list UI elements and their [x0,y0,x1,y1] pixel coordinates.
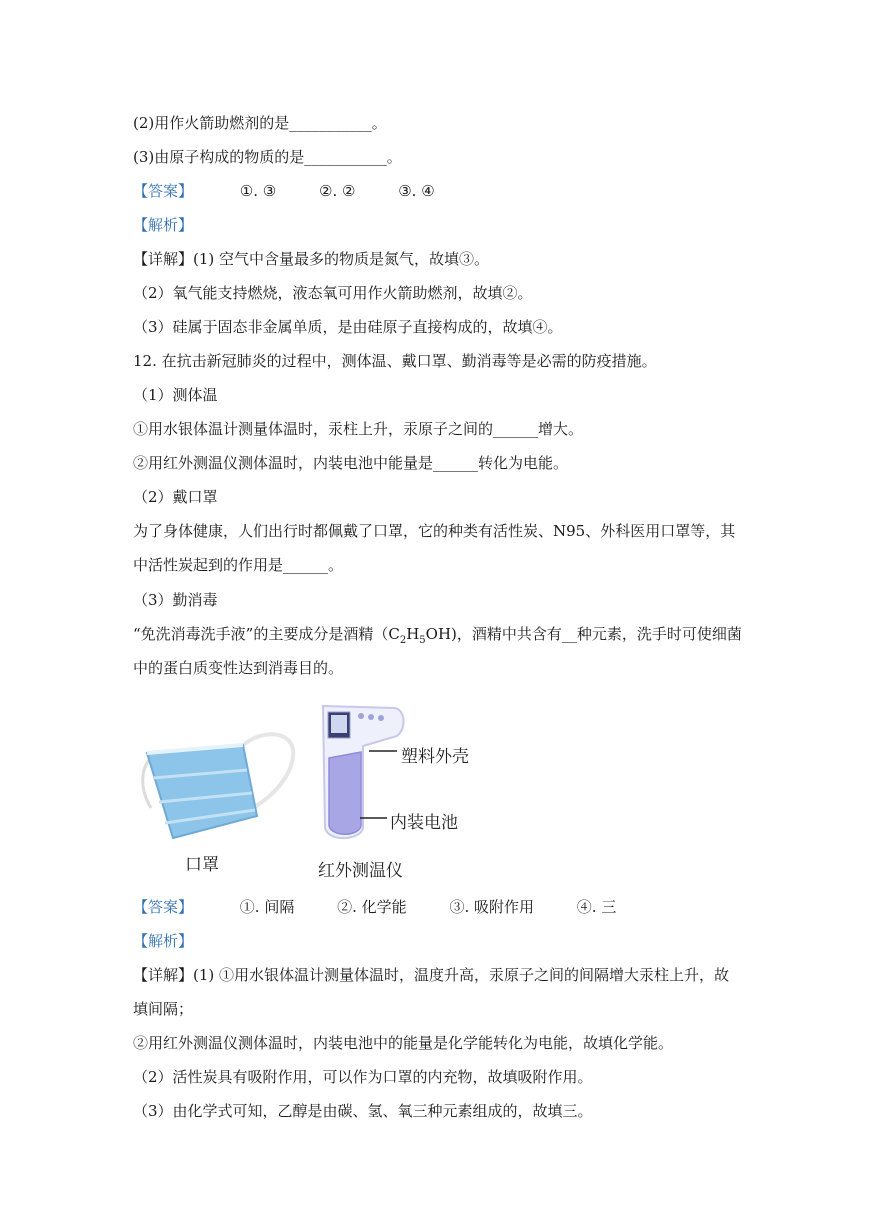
q12-sub2-title: （2）戴口罩 [133,488,218,506]
q12-sub1-title: （1）测体温 [133,386,218,404]
formula-text: “免洗消毒洗手液”的主要成分是酒精（C [133,625,400,643]
answer-item: ②. 化学能 [337,898,407,916]
q12-detail-1b: 填间隔； [133,1000,194,1018]
q12-sub2-b: 中活性炭起到的作用是______。 [133,556,344,574]
q11-part2: (2)用作火箭助燃剂的是___________。 [133,114,387,132]
answer-item: ④. 三 [576,898,617,916]
thermometer-caption: 红外测温仪 [318,861,403,881]
q12-detail-3: （3）由化学式可知，乙醇是由碳、氢、氧三种元素组成的，故填三。 [133,1102,593,1120]
answer-item: ③. 吸附作用 [449,898,534,916]
q12-sub1-a: ①用水银体温计测量体温时，汞柱上升，汞原子之间的______增大。 [133,420,584,438]
battery-label: 内装电池 [390,813,458,833]
formula-subscript: 2 [399,635,407,646]
q12-figure [133,698,473,883]
q12-answer-row [133,897,654,917]
mask-and-thermometer-illustration [133,698,473,883]
answer-item: ①. 间隔 [239,898,295,916]
q12-sub3-b: 中的蛋白质变性达到消毒目的。 [133,659,344,677]
answer-item: ①. ③ [239,182,277,200]
q12-sub3-a [133,624,742,651]
q11-detail-3: （3）硅属于固态非金属单质，是由硅原子直接构成的，故填④。 [133,318,563,336]
q12-sub1-b: ②用红外测温仪测体温时，内装电池中能量是______转化为电能。 [133,454,569,472]
answer-tag: 【答案】 [133,898,194,916]
answer-item: ③. ④ [398,182,435,200]
q11-answer-row [133,181,473,201]
q12-detail-1a: 【详解】(1) ①用水银体温计测量体温时，温度升高，汞原子之间的间隔增大汞柱上升，故 [133,966,730,984]
analysis-tag: 【解析】 [133,932,194,950]
mask-caption: 口罩 [185,855,219,875]
q11-part3: (3)由原子构成的物质的是___________。 [133,148,402,166]
q12-sub2-a: 为了身体健康，人们出行时都佩戴了口罩，它的种类有活性炭、N95、外科医用口罩等，其 [133,522,736,540]
formula-text: H [406,625,420,643]
shell-label: 塑料外壳 [401,747,469,767]
mask-image [143,734,293,838]
answer-item: ②. ② [319,182,356,200]
q12-sub3-title: （3）勤消毒 [133,591,218,609]
q11-detail-2: （2）氧气能支持燃烧，液态氧可用作火箭助燃剂，故填②。 [133,284,533,302]
q12-detail-1c: ②用红外测温仪测体温时，内装电池中的能量是化学能转化为电能，故填化学能。 [133,1034,674,1052]
formula-subscript: 5 [419,635,426,646]
formula-text: OH)，酒精中共含有__种元素，洗手时可使细菌 [425,625,742,643]
q12-stem: 12. 在抗击新冠肺炎的过程中，测体温、戴口罩、勤消毒等是必需的防疫措施。 [133,352,657,370]
q12-detail-2: （2）活性炭具有吸附作用，可以作为口罩的内充物，故填吸附作用。 [133,1068,593,1086]
answer-tag: 【答案】 [133,182,194,200]
analysis-tag: 【解析】 [133,216,194,234]
q11-detail-1: 【详解】(1) 空气中含量最多的物质是氮气，故填③。 [133,250,490,268]
